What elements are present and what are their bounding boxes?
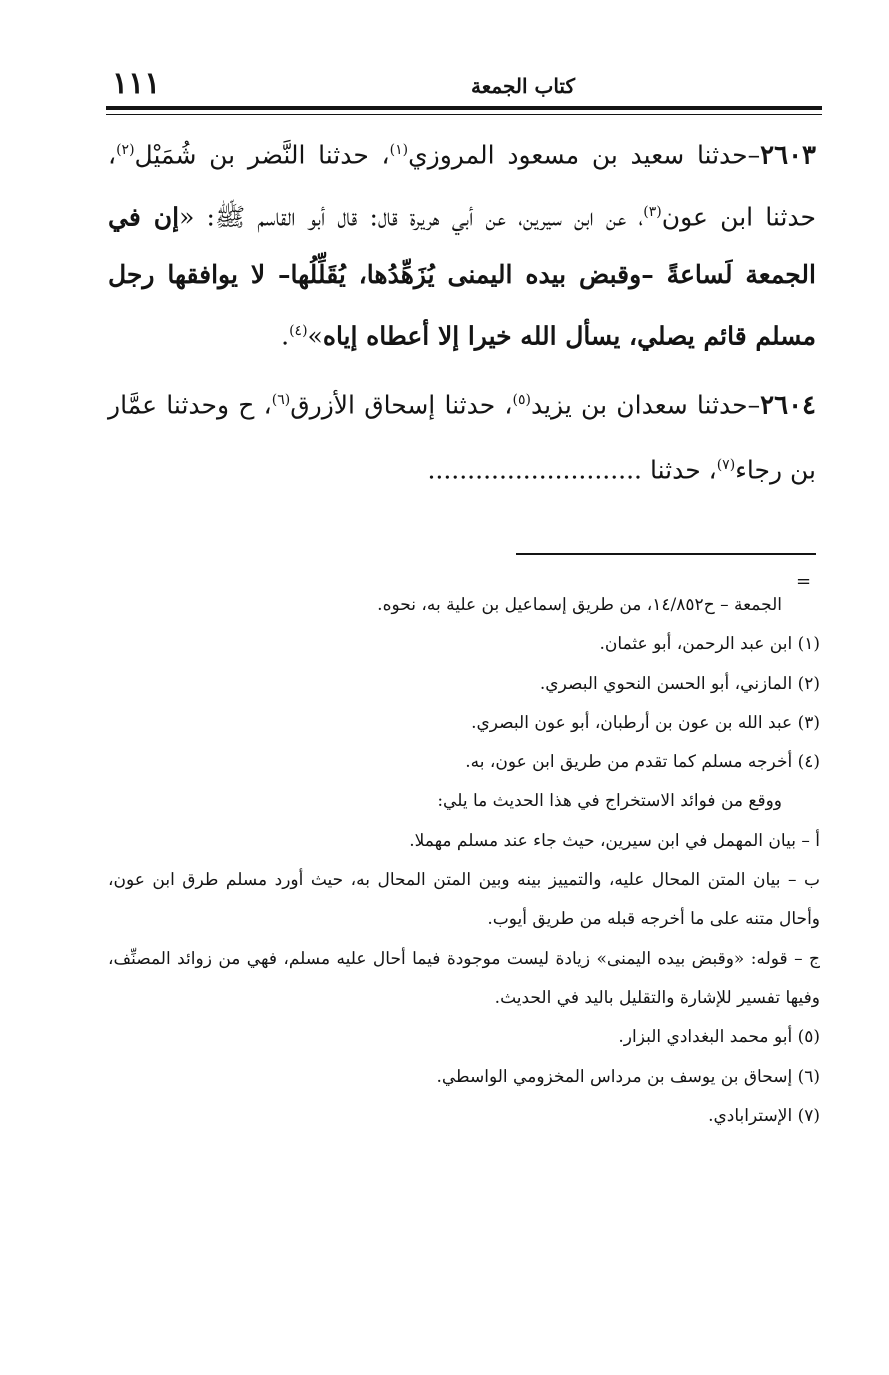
footnote-7: (٧) الإسترابادي. bbox=[708, 1105, 820, 1126]
header-rule-thin bbox=[106, 114, 822, 115]
hadith-text: ، ح وحدثنا عمَّار بن رجاء bbox=[108, 390, 816, 485]
footnote-ref: (٥) bbox=[512, 391, 531, 408]
footnote-6: (٦) إسحاق بن يوسف بن مرداس المخزومي الواسطي. bbox=[436, 1066, 820, 1087]
running-title: كتاب الجمعة bbox=[471, 74, 575, 98]
footnote-4-point-b: ب – بيان المتن المحال عليه، والتمييز بينه وبين المتن المحال به، حيث أورد مسلم طرق ابن عون، وأحال متنه على ما أخرجه قبله من طريق أيوب. bbox=[108, 870, 820, 930]
continuation-mark: = bbox=[796, 571, 812, 592]
hadith-number: ٢٦٠٣ bbox=[760, 140, 816, 171]
page-number: ١١١ bbox=[112, 66, 161, 101]
hadith-text: ، حدثنا النَّضر بن شُمَيْل bbox=[134, 140, 390, 170]
hadith-2604 bbox=[108, 370, 816, 501]
footnote-ref: (١) bbox=[389, 142, 409, 158]
header-rule-thick bbox=[106, 106, 822, 110]
hadith-text: –حدثنا سعدان بن يزيد bbox=[530, 390, 761, 420]
hadith-text: ، حدثنا إسحاق الأزرق bbox=[290, 390, 513, 420]
footnote-5: (٥) أبو محمد البغدادي البزار. bbox=[618, 1027, 820, 1048]
hadith-text: ، حدثنا bbox=[642, 455, 717, 485]
footnote-1: (١) ابن عبد الرحمن، أبو عثمان. bbox=[599, 634, 820, 655]
footnote-separator bbox=[516, 553, 816, 555]
main-text bbox=[108, 122, 816, 501]
hadith-text: ، عن ابن سيرين، عن أبي هريرة قال: قال أبو القاسم ﷺ: « bbox=[179, 202, 644, 232]
footnotes bbox=[108, 586, 820, 1136]
footnote-continuation: الجمعة – ح١٤/٨٥٢، من طريق إسماعيل بن علية به، نحوه. bbox=[377, 595, 782, 615]
footnote-ref: (٤) bbox=[289, 322, 308, 339]
hadith-text: –حدثنا سعيد بن مسعود المروزي bbox=[408, 140, 761, 170]
footnote-3: (٣) عبد الله بن عون بن أرطبان، أبو عون البصري. bbox=[471, 712, 820, 733]
footnote-4-point-a: أ – بيان المهمل في ابن سيرين، حيث جاء عند مسلم مهملا. bbox=[409, 830, 820, 851]
hadith-text: . bbox=[281, 320, 290, 350]
footnote-4-point-c: ج – قوله: «وقبض بيده اليمنى» زيادة ليست موجودة فيما أحال عليه مسلم، فهي من زوائد المصنِّف، وفيها تفسير للإشارة والتقليل باليد في الحديث. bbox=[108, 948, 820, 1008]
hadith-text: » bbox=[307, 320, 323, 350]
hadith-2603 bbox=[108, 122, 816, 364]
hadith-number: ٢٦٠٤ bbox=[760, 390, 816, 421]
hadith-quote: إن في الجمعة لَساعةً –وقبض بيده اليمنى يُزَهِّدُها، يُقَلِّلُها– لا يوافقها رجل مسلم قائم يصلي، يسأل الله خيرا إلا أعطاه إياه bbox=[108, 202, 816, 350]
footnote-4: (٤) أخرجه مسلم كما تقدم من طريق ابن عون، به. bbox=[465, 752, 820, 773]
footnote-ref: (٧) bbox=[716, 457, 736, 474]
hadith-text: ، حدثنا ابن عون bbox=[108, 140, 816, 232]
page-header bbox=[108, 62, 820, 106]
footnote-4-intro: ووقع من فوائد الاستخراج في هذا الحديث ما يلي: bbox=[437, 791, 782, 812]
ellipsis-dots: ........................... bbox=[427, 455, 643, 485]
footnote-ref: (٢) bbox=[116, 142, 135, 158]
footnote-2: (٢) المازني، أبو الحسن النحوي البصري. bbox=[539, 673, 820, 694]
footnote-ref: (٣) bbox=[643, 204, 662, 221]
footnote-ref: (٦) bbox=[271, 391, 291, 408]
